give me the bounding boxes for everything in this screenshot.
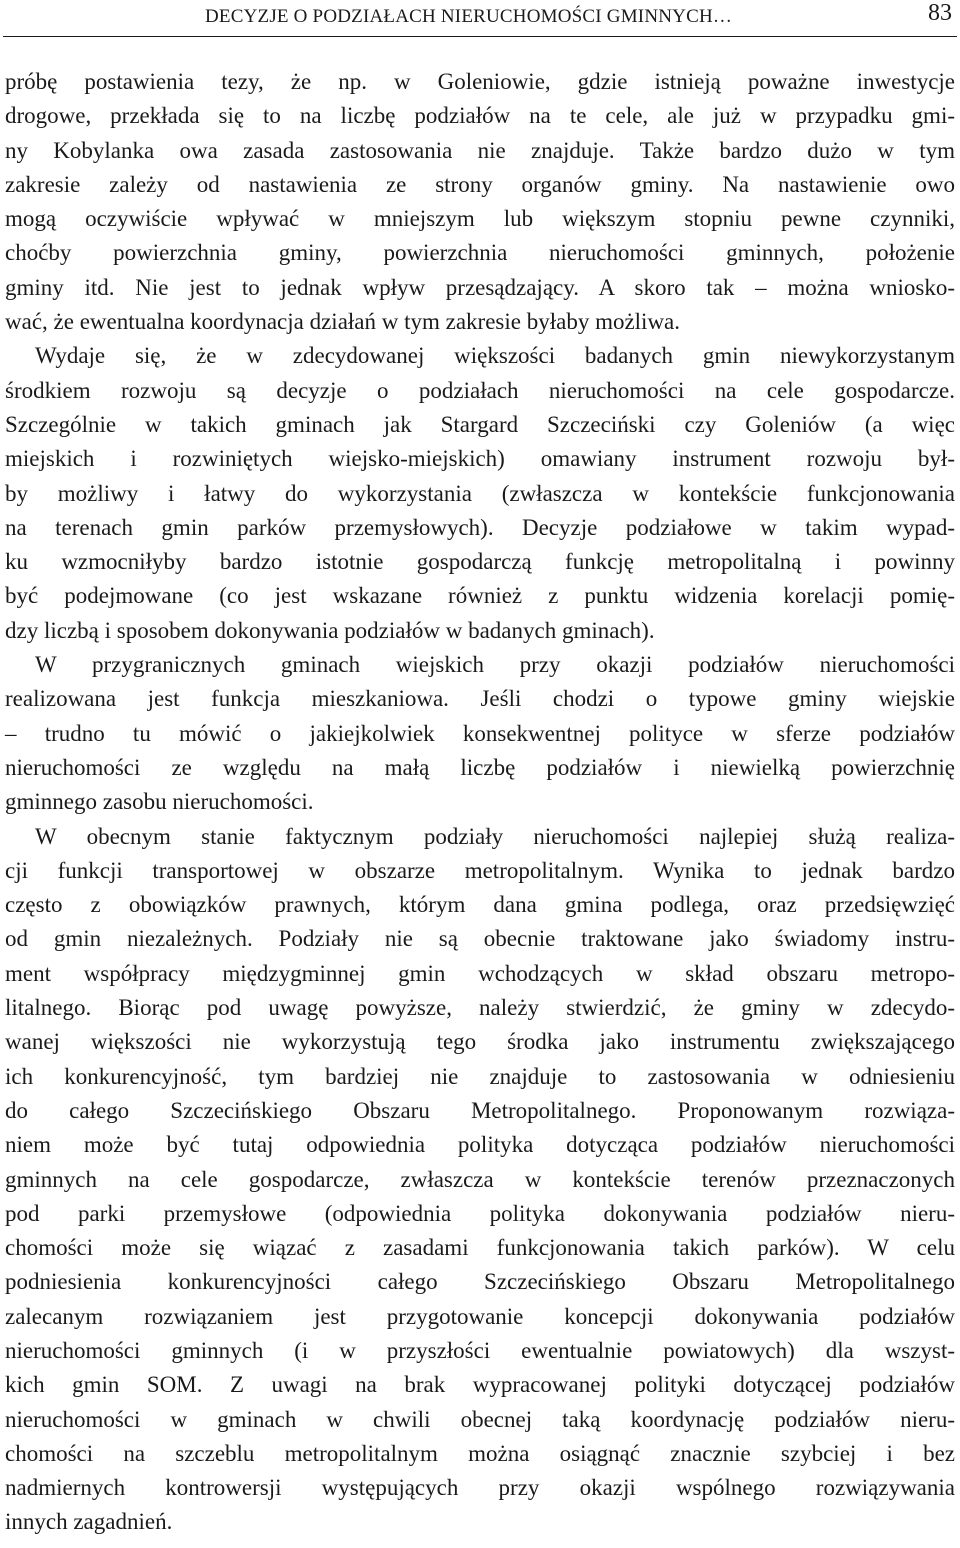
text-line: by możliwy i łatwy do wykorzystania (zwłaszcza w kontekście funkcjonowania [5, 480, 955, 506]
text-line: pod parki przemysłowe (odpowiednia polityka dokonywania podziałów nieru- [5, 1200, 955, 1226]
text-line: kich gmin SOM. Z uwagi na brak wypracowanej polityki dotyczącej podziałów [5, 1372, 955, 1398]
text-line: od gmin niezależnych. Podziały nie są obecnie traktowane jako świadomy instru- [5, 926, 955, 952]
text-line: Wydaje się, że w zdecydowanej większości badanych gmin niewykorzystanym [35, 343, 955, 369]
text-line: miejskich i rozwiniętych wiejsko-miejskich) omawiany instrument rozwoju był- [5, 446, 955, 472]
text-line: litalnego. Biorąc pod uwagę powyższe, należy stwierdzić, że gminy w zdecydo- [5, 995, 955, 1021]
page-number: 83 [928, 0, 952, 26]
text-line: ny Kobylanka owa zasada zastosowania nie znajduje. Także bardzo dużo w tym [5, 137, 955, 163]
text-line: nadmiernych kontrowersji występujących przy okazji wspólnego rozwiązywania [5, 1475, 955, 1501]
text-line: ment współpracy międzygminnej gmin wchodzących w skład obszaru metropo- [5, 960, 955, 986]
text-line: nieruchomości ze względu na małą liczbę podziałów i niewielką powierzchnię [5, 754, 955, 780]
text-line: środkiem rozwoju są decyzje o podziałach nieruchomości na cele gospodarcze. [5, 377, 955, 403]
text-line: chomości na szczeblu metropolitalnym można osiągnąć znacznie szybciej i bez [5, 1440, 955, 1466]
text-line: choćby powierzchnia gminy, powierzchnia nieruchomości gminnych, położenie [5, 240, 955, 266]
body-text [5, 65, 955, 1540]
text-line: gminy itd. Nie jest to jednak wpływ przesądzający. A skoro tak – można wniosko- [5, 274, 955, 300]
text-line: Szczególnie w takich gminach jak Stargard Szczeciński czy Goleniów (a więc [5, 411, 955, 437]
text-line: zakresie zależy od nastawienia ze strony organów gminy. Na nastawienie owo [5, 171, 955, 197]
text-line: ku wzmocniłyby bardzo istotnie gospodarczą funkcję metropolitalną i powinny [5, 549, 955, 575]
text-line: W obecnym stanie faktycznym podziały nieruchomości najlepiej służą realiza- [35, 823, 955, 849]
text-line: realizowana jest funkcja mieszkaniowa. Jeśli chodzi o typowe gminy wiejskie [5, 686, 955, 712]
text-line: dzy liczbą i sposobem dokonywania podziałów w badanych gminach). [5, 617, 655, 643]
text-line: na terenach gmin parków przemysłowych). Decyzje podziałowe w takim wypad- [5, 514, 955, 540]
text-line: innych zagadnień. [5, 1509, 173, 1535]
text-line: wanej większości nie wykorzystują tego środka jako instrumentu zwiększającego [5, 1029, 955, 1055]
text-line: być podejmowane (co jest wskazane również z punktu widzenia korelacji pomię- [5, 583, 955, 609]
text-line: mogą oczywiście wpływać w mniejszym lub większym stopniu pewne czynniki, [5, 206, 955, 232]
text-line: gminnych na cele gospodarcze, zwłaszcza w kontekście terenów przeznaczonych [5, 1166, 955, 1192]
text-line: zalecanym rozwiązaniem jest przygotowanie koncepcji dokonywania podziałów [5, 1303, 955, 1329]
running-title: DECYZJE O PODZIAŁACH NIERUCHOMOŚCI GMINNYCH… [205, 6, 733, 27]
page-header [0, 0, 960, 40]
text-line: gminnego zasobu nieruchomości. [5, 789, 314, 815]
text-line: ich konkurencyjność, tym bardziej nie znajduje to zastosowania w odniesieniu [5, 1063, 955, 1089]
header-rule [3, 36, 957, 37]
text-line: W przygranicznych gminach wiejskich przy okazji podziałów nieruchomości [35, 652, 955, 678]
text-line: niem może być tutaj odpowiednia polityka dotycząca podziałów nieruchomości [5, 1132, 955, 1158]
text-line: próbę postawienia tezy, że np. w Goleniowie, gdzie istnieją poważne inwestycje [5, 69, 955, 94]
text-line: – trudno tu mówić o jakiejkolwiek konsekwentnej polityce w sferze podziałów [5, 720, 955, 746]
text-line: do całego Szczecińskiego Obszaru Metropolitalnego. Proponowanym rozwiąza- [5, 1097, 955, 1123]
text-line: nieruchomości gminnych (i w przyszłości ewentualnie powiatowych) dla wszyst- [5, 1337, 955, 1363]
text-line: nieruchomości w gminach w chwili obecnej taką koordynację podziałów nieru- [5, 1406, 955, 1432]
text-line: wać, że ewentualna koordynacja działań w tym zakresie byłaby możliwa. [5, 309, 681, 335]
text-line: często z obowiązków prawnych, którym dana gmina podlega, oraz przedsięwzięć [5, 892, 955, 918]
text-line: cji funkcji transportowej w obszarze metropolitalnym. Wynika to jednak bardzo [5, 857, 955, 883]
text-line: chomości może się wiązać z zasadami funkcjonowania takich parków). W celu [5, 1235, 955, 1261]
text-line: drogowe, przekłada się to na liczbę podziałów na te cele, ale już w przypadku gmi- [5, 103, 955, 129]
text-line: podniesienia konkurencyjności całego Szczecińskiego Obszaru Metropolitalnego [5, 1269, 955, 1295]
